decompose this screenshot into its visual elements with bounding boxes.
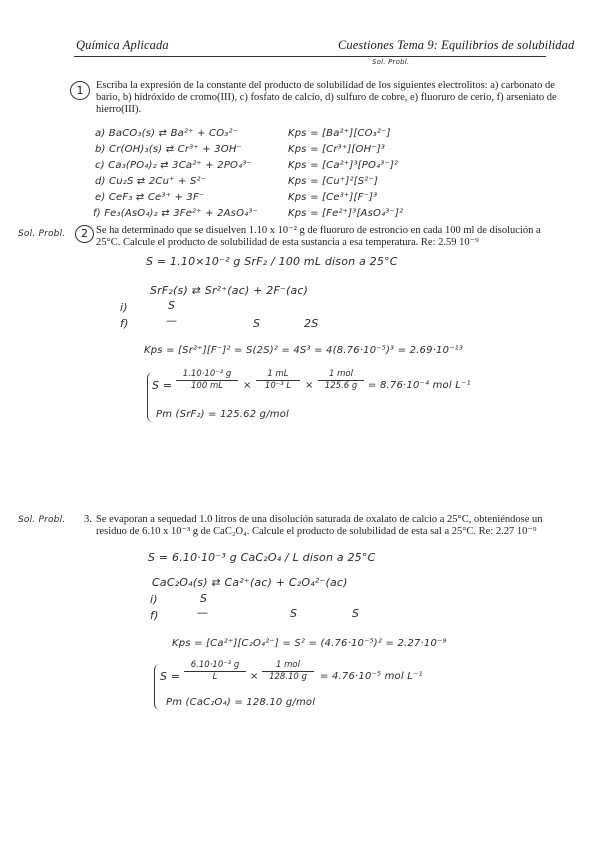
q2-row-f-label: f) <box>120 317 129 330</box>
q1-number: 1 <box>76 84 84 97</box>
q3-margin-note: Sol. Probl. <box>18 515 66 525</box>
q2-row-i-label: i) <box>120 301 128 314</box>
q2-fraction-3-den: 125.6 g <box>318 380 364 392</box>
q1-answer-kps-c: Kps = [Ca²⁺]³[PO₄³⁻]² <box>288 160 399 171</box>
q2-fraction-2 <box>256 369 300 392</box>
q2-times-2: × <box>305 380 314 391</box>
q1-text: Escriba la expresión de la constante del producto de solubilidad de los siguientes electrolitos: a) carbonato de bario, b) hidróxido de cromo(III), c) fosfato de calcio, d) sulfuro de cobre, e) fluoruro de cerio, f) arseniato de hierro(III). <box>96 80 557 115</box>
q2-fraction-2-den: 10⁻³ L <box>256 380 300 392</box>
q3-s-result: = 4.76·10⁻⁵ mol L⁻¹ <box>320 671 423 682</box>
q3-times-1: × <box>250 671 259 682</box>
q3-fraction-2 <box>262 660 314 683</box>
q3-molar-mass: Pm (CaC₂O₄) = 128.10 g/mol <box>166 697 316 708</box>
q2-fraction-2-num: 1 mL <box>267 369 289 379</box>
q1-answer-kps-d: Kps = [Cu⁺]²[S²⁻] <box>288 176 379 187</box>
q2-row-i-s: S <box>168 299 176 312</box>
q1-answer-eq-d: d) Cu₂S ⇄ 2Cu⁺ + S²⁻ <box>95 176 207 187</box>
q2-fraction-3 <box>318 369 364 392</box>
q2-s-result: = 8.76·10⁻⁴ mol L⁻¹ <box>368 380 471 391</box>
header-note: Sol. Probl. <box>372 58 410 66</box>
q3-row-f-s2: S <box>352 607 360 620</box>
q1-answer-eq-a: a) BaCO₃(s) ⇄ Ba²⁺ + CO₃²⁻ <box>95 128 239 139</box>
q2-fraction-1 <box>176 369 238 392</box>
q3-row-f-s1: S <box>290 607 298 620</box>
q3-number: 3. <box>84 514 92 525</box>
q2-fraction-1-num: 1.10·10⁻² g <box>182 369 232 379</box>
q2-row-f-s: S <box>253 317 261 330</box>
q2-number-circle <box>75 225 94 243</box>
q1-number-circle <box>70 81 90 100</box>
q2-row-f-2s: 2S <box>304 317 319 330</box>
header-right: Cuestiones Tema 9: Equilibrios de solubilidad <box>338 38 575 52</box>
q3-fraction-1 <box>184 660 246 683</box>
q1-answer-eq-b: b) Cr(OH)₃(s) ⇄ Cr³⁺ + 3OH⁻ <box>95 144 243 155</box>
q1-answer-eq-e: e) CeF₃ ⇄ Ce³⁺ + 3F⁻ <box>95 192 205 203</box>
q2-molar-mass: Pm (SrF₂) = 125.62 g/mol <box>156 409 290 420</box>
q3-row-f-label: f) <box>150 609 159 622</box>
q3-given: S = 6.10·10⁻³ g CaC₂O₄ / L dison a 25°C <box>148 551 376 564</box>
q3-fraction-1-num: 6.10·10⁻³ g <box>190 660 240 670</box>
q1-answer-kps-b: Kps = [Cr³⁺][OH⁻]³ <box>288 144 386 155</box>
q3-row-f-dash: — <box>197 606 209 619</box>
q3-reaction: CaC₂O₄(s) ⇄ Ca²⁺(ac) + C₂O₄²⁻(ac) <box>152 576 348 589</box>
q3-row-i-label: i) <box>150 593 158 606</box>
header-left: Química Aplicada <box>76 38 169 52</box>
q2-reaction: SrF₂(s) ⇄ Sr²⁺(ac) + 2F⁻(ac) <box>150 284 309 297</box>
q3-fraction-2-num: 1 mol <box>276 660 300 670</box>
q2-fraction-1-den: 100 mL <box>176 380 238 392</box>
q2-margin-note: Sol. Probl. <box>18 229 66 239</box>
q1-answer-eq-c: c) Ca₃(PO₄)₂ ⇄ 3Ca²⁺ + 2PO₄³⁻ <box>95 160 253 171</box>
q3-fraction-1-den: L <box>184 671 246 683</box>
q1-answer-eq-f: f) Fe₃(AsO₄)₂ ⇄ 3Fe²⁺ + 2AsO₄³⁻ <box>93 208 259 219</box>
q2-text: Se ha determinado que se disuelven 1.10 x 10⁻² g de fluoruro de estroncio en cada 100 ml de disolución a 25°C. Calcule el producto de solubilidad de esta sustancia a esa temperatura. Re: 2.59 10⁻⁹ <box>96 225 541 248</box>
q1-answer-kps-f: Kps = [Fe²⁺]³[AsO₄³⁻]² <box>288 208 404 219</box>
q3-text: Se evaporan a sequedad 1.0 litros de una disolución saturada de oxalato de calcio a 25°C, obteniéndose un residuo de 6.10 x 10⁻³ g de CaC₂O₄. Calcule el producto de solubilidad de esta sal a 25°C. Re: 2.27 10⁻⁹ <box>96 514 543 537</box>
q2-number: 2 <box>81 227 88 240</box>
q3-kps: Kps = [Ca²⁺][C₂O₄²⁻] = S² = (4.76·10⁻⁵)² = 2.27·10⁻⁹ <box>172 638 447 649</box>
header-rule <box>74 56 546 57</box>
q3-s-lhs: S = <box>160 670 181 683</box>
q1-answer-kps-a: Kps = [Ba²⁺][CO₃²⁻] <box>288 128 391 139</box>
q2-given: S = 1.10×10⁻² g SrF₂ / 100 mL dison a 25°C <box>146 255 398 268</box>
q2-row-f-dash: — <box>166 314 178 327</box>
q3-row-i-s: S <box>200 592 208 605</box>
q2-kps: Kps = [Sr²⁺][F⁻]² = S(2S)² = 4S³ = 4(8.76·10⁻⁵)³ = 2.69·10⁻¹³ <box>144 345 464 356</box>
q1-answer-kps-e: Kps = [Ce³⁺][F⁻]³ <box>288 192 378 203</box>
q2-fraction-3-num: 1 mol <box>329 369 353 379</box>
q2-times-1: × <box>243 380 252 391</box>
q3-fraction-2-den: 128.10 g <box>262 671 314 683</box>
q2-s-lhs: S = <box>152 379 173 392</box>
